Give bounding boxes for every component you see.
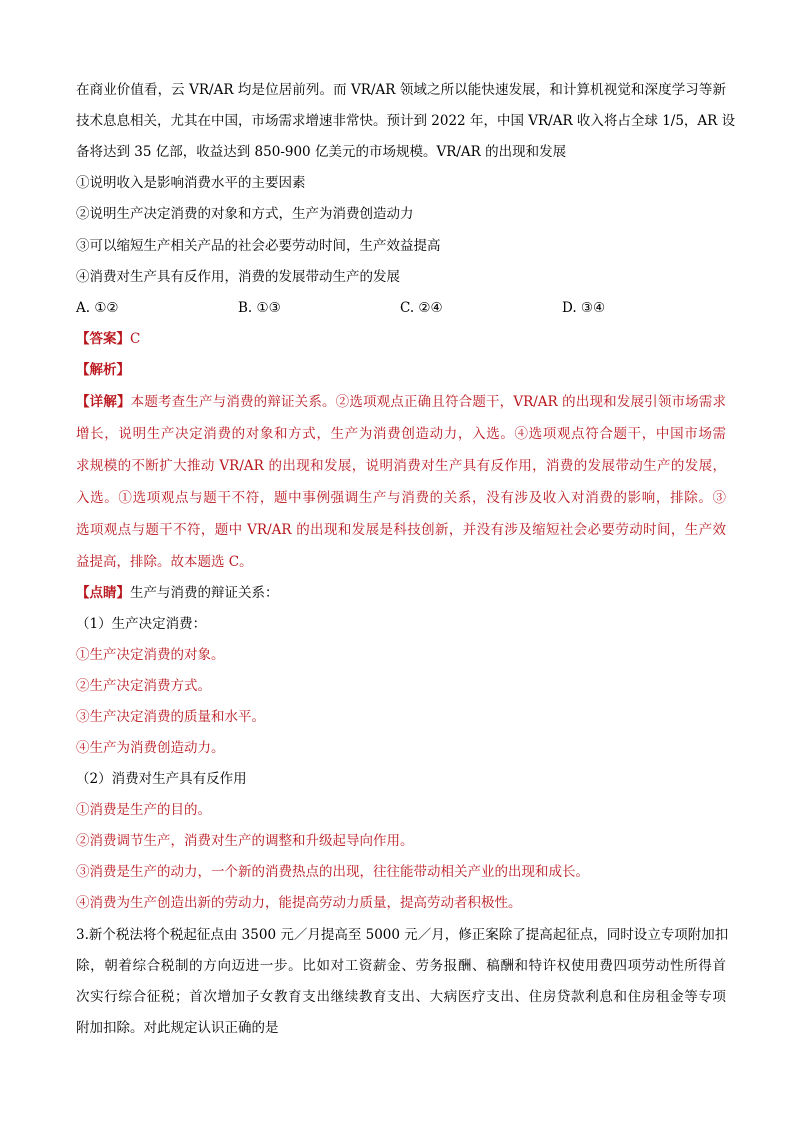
statement-1: ①说明收入是影响消费水平的主要因素 xyxy=(76,175,306,191)
tips-title: 生产与消费的辩证关系： xyxy=(130,585,279,601)
tips-heading xyxy=(76,584,726,602)
option-d: D. ③④ xyxy=(562,300,606,316)
option-c: C. ②④ xyxy=(400,300,443,316)
statement-4: ④消费对生产具有反作用，消费的发展带动生产的发展 xyxy=(76,269,400,285)
tips-item1-1: ①生产决定消费的对象。 xyxy=(76,647,225,663)
tips-item2-2: ②消费调节生产，消费对生产的调整和升级起导向作用。 xyxy=(76,833,414,849)
statement-3: ③可以缩短生产相关产品的社会必要劳动时间，生产效益提高 xyxy=(76,238,441,254)
detail-tag: 【详解】 xyxy=(76,394,131,410)
statement-2: ②说明生产决定消费的对象和方式，生产为消费创造动力 xyxy=(76,206,414,222)
answer-tag: 【答案】 xyxy=(76,331,130,347)
analysis-heading xyxy=(76,361,726,379)
option-b: B. ①③ xyxy=(238,300,281,316)
question3-line-2: 除，朝着综合税制的方向迈进一步。比如对工资薪金、劳务报酬、稿酬和特许权使用费四项劳动性所得首 xyxy=(76,958,726,974)
question3-line-1: 3.新个税法将个税起征点由 3500 元／月提高至 5000 元／月，修正案除了提高起征点，同时设立专项附加扣 xyxy=(76,927,729,943)
question-intro-line-3: 备将达到 35 亿部，收益达到 850-900 亿美元的市场规模。VR/AR 的出现和发展 xyxy=(76,144,567,160)
tips-item2-1: ①消费是生产的目的。 xyxy=(76,802,211,818)
question-intro-line-2: 技术息息相关，尤其在中国，市场需求增速非常快。预计到 2022 年，中国 VR/AR 收入将占全球 1/5，AR 设 xyxy=(76,113,736,129)
detail-line-5: 选项观点与题干不符，题中 VR/AR 的出现和发展是科技创新，并没有涉及缩短社会必要劳动时间，生产效 xyxy=(76,522,726,538)
question-intro-line-1: 在商业价值看，云 VR/AR 均是位居前列。而 VR/AR 领域之所以能快速发展，和计算机视觉和深度学习等新 xyxy=(76,82,726,98)
tips-tag: 【点睛】 xyxy=(76,585,130,601)
detail-line-4: 入选。①选项观点与题干不符，题中事例强调生产与消费的关系，没有涉及收入对消费的影响，排除。③ xyxy=(76,490,726,506)
answer-line xyxy=(76,330,726,348)
tips-item1-3: ③生产决定消费的质量和水平。 xyxy=(76,709,265,725)
question3-line-4: 附加扣除。对此规定认识正确的是 xyxy=(76,1020,279,1036)
analysis-tag: 【解析】 xyxy=(76,362,130,378)
detail-line-1 xyxy=(76,393,726,411)
detail-text-1: 本题考查生产与消费的辩证关系。②选项观点正确且符合题干，VR/AR 的出现和发展引领市场需求 xyxy=(130,394,726,410)
detail-line-6: 益提高，排除。故本题选 C。 xyxy=(76,554,253,570)
tips-item2-3: ③消费是生产的动力，一个新的消费热点的出现，往往能带动相关产业的出现和成长。 xyxy=(76,864,589,880)
tips-item1-4: ④生产为消费创造动力。 xyxy=(76,740,225,756)
tips-item2-4: ④消费为生产创造出新的劳动力，能提高劳动力质量，提高劳动者积极性。 xyxy=(76,895,522,911)
detail-line-2: 增长，说明生产决定消费的对象和方式，生产为消费创造动力，入选。④选项观点符合题干，中国市场需 xyxy=(76,426,726,442)
option-a: A. ①② xyxy=(76,300,119,316)
answer-value: C xyxy=(130,331,141,347)
tips-sub1: （1）生产决定消费： xyxy=(76,616,207,632)
question3-line-3: 次实行综合征税；首次增加子女教育支出继续教育支出、大病医疗支出、住房贷款利息和住房租金等专项 xyxy=(76,989,726,1005)
tips-item1-2: ②生产决定消费方式。 xyxy=(76,678,211,694)
tips-sub2: （2）消费对生产具有反作用 xyxy=(76,771,247,787)
detail-line-3: 求规模的不断扩大推动 VR/AR 的出现和发展，说明消费对生产具有反作用，消费的发展带动生产的发展， xyxy=(76,458,726,474)
